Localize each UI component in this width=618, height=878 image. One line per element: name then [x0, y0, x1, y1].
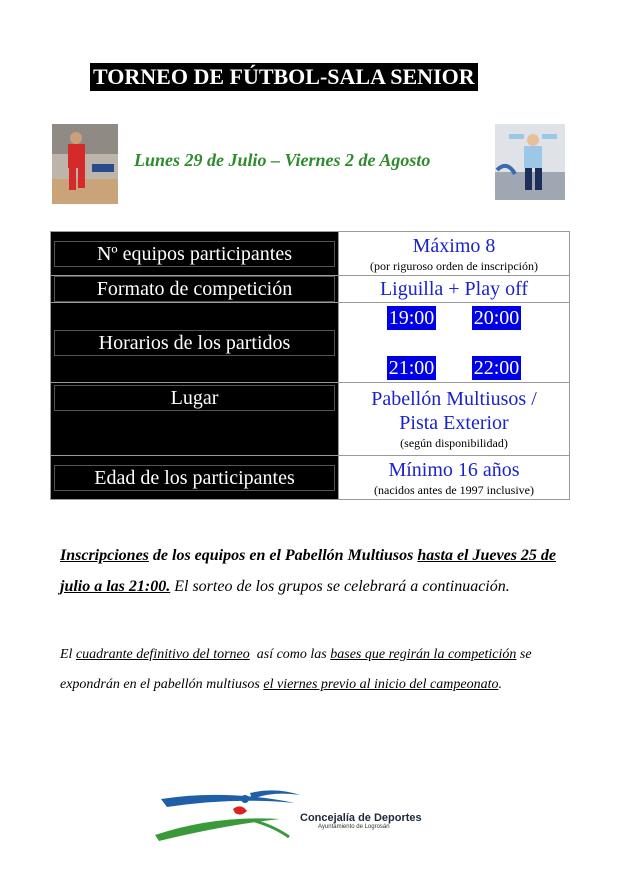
registration-keyword: Inscripciones	[60, 547, 149, 564]
tournament-dates: Lunes 29 de Julio – Viernes 2 de Agosto	[134, 150, 431, 170]
time-slot-1: 19:00	[388, 306, 435, 329]
format-label: Formato de competición	[54, 276, 335, 302]
place-label: Lugar	[54, 385, 335, 411]
bracket-paragraph	[60, 640, 580, 700]
bracket-text-6: el viernes previo al inicio del campeonato	[263, 677, 499, 692]
page-title: TORNEO DE FÚTBOL-SALA SENIOR	[90, 63, 478, 91]
registration-paragraph	[60, 540, 580, 602]
teams-label-cell	[51, 232, 339, 276]
age-note: (nacidos antes de 1997 inclusive)	[374, 482, 534, 497]
time-slot-3: 21:00	[388, 356, 435, 379]
format-value: Liguilla + Play off	[339, 276, 570, 303]
teams-note: (por riguroso orden de inscripción)	[370, 258, 538, 273]
time-slot-2: 20:00	[473, 306, 520, 329]
tournament-info-table	[50, 231, 570, 500]
bracket-text-1: El	[60, 647, 76, 662]
format-label-cell	[51, 276, 339, 303]
bracket-text-2: cuadrante definitivo del torneo	[75, 647, 250, 662]
goalkeeper-photo	[495, 124, 565, 200]
logo-subtitle: Ayuntamiento de Logrosán	[318, 824, 390, 830]
age-label-cell	[51, 456, 339, 500]
logo-title: Concejalía de Deportes	[300, 812, 422, 824]
teams-value: Máximo 8	[412, 234, 496, 257]
teams-label: Nº equipos participantes	[54, 241, 335, 267]
place-label-cell	[51, 383, 339, 456]
registration-deadline: hasta el Jueves 25 de julio a las 21:00.	[60, 547, 557, 595]
age-label: Edad de los participantes	[54, 465, 335, 491]
place-value-line1: Pabellón Multiusos /	[371, 388, 537, 410]
sports-council-logo	[155, 785, 455, 845]
age-value-cell	[339, 456, 570, 500]
bracket-text-4: bases que regirán la competición	[330, 647, 517, 662]
schedule-value-cell	[339, 303, 570, 383]
schedule-label: Horarios de los partidos	[54, 330, 335, 356]
bracket-text-7: .	[498, 677, 502, 692]
registration-location: de los equipos en el Pabellón Multiusos	[148, 547, 418, 564]
place-value-line2: Pista Exterior	[399, 412, 509, 434]
time-slot-4: 22:00	[473, 356, 520, 379]
draw-note: El sorteo de los grupos se celebrará a continuación.	[170, 578, 510, 595]
bracket-text-5: se expondrán en el pabellón multiusos	[60, 647, 532, 692]
place-note: (según disponibilidad)	[400, 436, 508, 450]
bracket-text-3: así como las	[249, 647, 331, 662]
teams-value-cell	[339, 232, 570, 276]
schedule-label-cell	[51, 303, 339, 383]
age-value: Mínimo 16 años	[388, 458, 520, 481]
futsal-player-photo	[52, 124, 118, 204]
place-value-cell	[339, 383, 570, 456]
